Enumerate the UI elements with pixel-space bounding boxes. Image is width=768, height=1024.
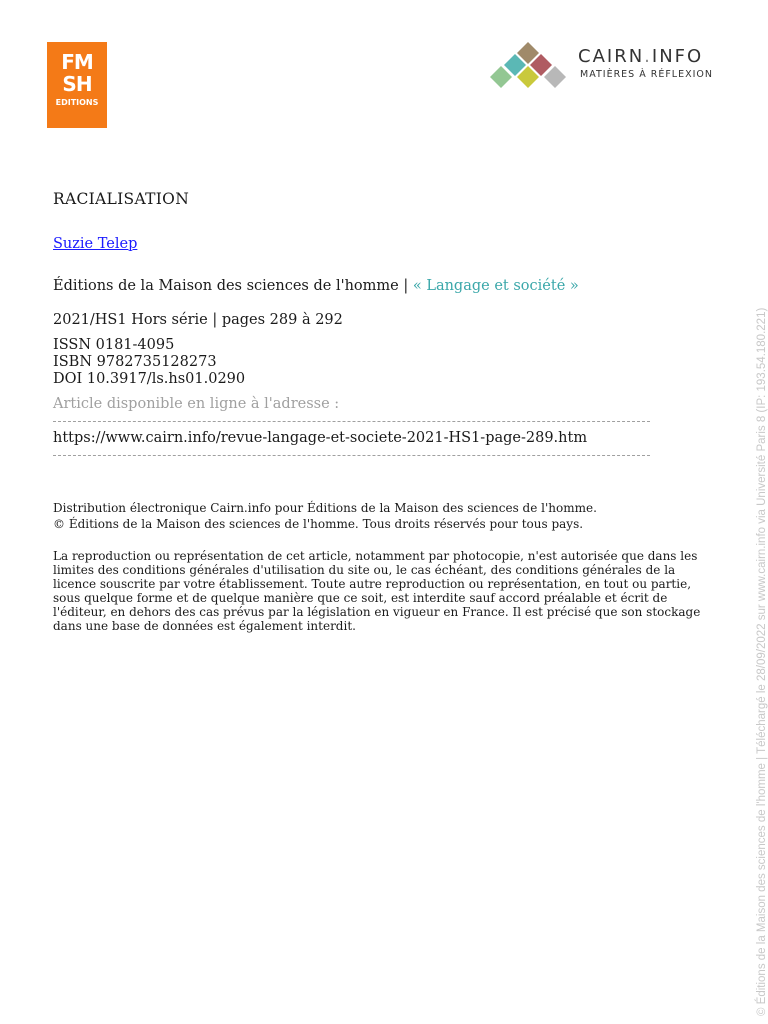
fmsh-logo-letters-top: FM (61, 50, 93, 74)
issn: ISSN 0181-4095 (53, 337, 175, 353)
cairn-info-logo (488, 42, 728, 90)
cairn-mosaic-icon (488, 42, 570, 90)
cairn-logo-name (578, 46, 703, 67)
divider-top (53, 421, 650, 422)
doi: DOI 10.3917/ls.hs01.0290 (53, 371, 246, 387)
copyright-text: © Éditions de la Maison des sciences de l'homme. Tous droits réservés pour tous pays. (53, 517, 584, 531)
distribution-text: Distribution électronique Cairn.info pour Éditions de la Maison des sciences de l'homme. (53, 501, 597, 515)
identifiers (53, 337, 245, 388)
fmsh-editions-logo (47, 42, 107, 128)
cairn-logo-tagline: MATIÈRES À RÉFLEXION (580, 69, 713, 80)
publisher-line (53, 278, 579, 294)
publisher-name: Éditions de la Maison des sciences de l'homme | (53, 278, 413, 294)
journal-link[interactable]: « Langage et société » (412, 278, 579, 294)
article-title: RACIALISATION (53, 190, 190, 208)
article-url-link[interactable]: https://www.cairn.info/revue-langage-et-societe-2021-HS1-page-289.htm (53, 430, 588, 446)
cairn-logo-dot: . (644, 46, 652, 67)
available-online-label: Article disponible en ligne à l'adresse : (53, 396, 340, 412)
divider-bottom (53, 455, 650, 456)
fmsh-logo-label: EDITIONS (55, 98, 99, 107)
fmsh-logo-letters-bottom: SH (62, 72, 92, 96)
cairn-logo-suffix: INFO (651, 46, 704, 67)
author-link[interactable]: Suzie Telep (53, 236, 138, 252)
distribution-notice (53, 500, 597, 532)
issue-line: 2021/HS1 Hors série | pages 289 à 292 (53, 312, 343, 328)
download-watermark: © Éditions de la Maison des sciences de l'homme | Téléchargé le 28/09/2022 sur www.cairn.info via Université Paris 8 (IP: 193.54.180.221) (756, 307, 768, 1016)
legal-notice: La reproduction ou représentation de cet article, notamment par photocopie, n'est autorisée que dans les limites des conditions générales d'utilisation du site ou, le cas échéant, des conditions générales de la licence souscrite par votre établissement. Toute autre reproduction ou représentation, en tout ou partie, sous quelque forme et de quelque manière que ce soit, est interdite sauf accord préalable et écrit de l'éditeur, en dehors des cas prévus par la législation en vigueur en France. Il est précisé que son stockage dans une base de données est également interdit. (53, 549, 701, 633)
isbn: ISBN 9782735128273 (53, 354, 217, 370)
cairn-logo-name-main: CAIRN (578, 46, 645, 67)
